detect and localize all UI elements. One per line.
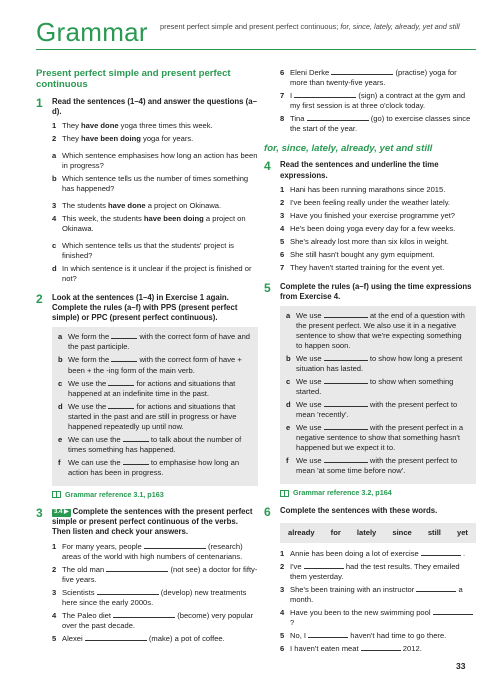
item-text bbox=[290, 114, 476, 134]
answer-blank[interactable] bbox=[97, 589, 159, 595]
item-text bbox=[290, 562, 476, 582]
text-run: Scientists bbox=[62, 587, 97, 597]
text-run: She's been training with an instructor bbox=[290, 584, 417, 594]
text-run: We use bbox=[296, 377, 324, 387]
text-run: We use the bbox=[68, 401, 109, 411]
text-run: I've bbox=[290, 561, 304, 571]
exercise-number: 3 bbox=[36, 506, 43, 521]
text-run: We use the bbox=[68, 378, 109, 388]
exercise-instruction: Read the sentences (1–4) and answer the questions (a–d). bbox=[52, 96, 257, 116]
text-run: I haven't eaten meat bbox=[290, 643, 361, 653]
item-text bbox=[68, 402, 252, 432]
rule-item bbox=[58, 402, 252, 432]
item-text bbox=[290, 644, 476, 654]
item-label: a bbox=[286, 311, 291, 321]
text-run: yoga three times this week. bbox=[118, 120, 213, 130]
exercise-item bbox=[36, 611, 258, 631]
item-label: f bbox=[286, 456, 289, 466]
text-run: We use bbox=[296, 311, 324, 321]
answer-blank[interactable] bbox=[324, 401, 368, 407]
item-label: 4 bbox=[280, 607, 285, 617]
answer-blank[interactable] bbox=[108, 403, 134, 409]
rule-item bbox=[58, 458, 252, 478]
rule-item bbox=[58, 332, 252, 352]
item-label: 8 bbox=[280, 114, 285, 124]
sentence-text: They haven't started training for the event yet. bbox=[290, 262, 445, 272]
text-run: (go) to exercise classes since the start of the year. bbox=[290, 114, 471, 134]
exercise-item bbox=[264, 549, 476, 559]
item-text bbox=[62, 588, 258, 608]
question-text: Which sentence tells us the number of times something has happened? bbox=[62, 173, 249, 193]
answer-blank[interactable] bbox=[324, 355, 368, 361]
highlighted-verb: have done bbox=[108, 200, 146, 210]
text-run: (develop) new treatments here since the early 2000s. bbox=[62, 587, 247, 607]
item-text bbox=[290, 68, 476, 88]
text-run: 2012. bbox=[400, 643, 422, 653]
text-run: For many years, people bbox=[62, 541, 144, 551]
text-run: with the correct form of have and the past participle. bbox=[68, 332, 251, 352]
answer-blank[interactable] bbox=[416, 586, 456, 592]
text-run: to talk about the number of times something has happened. bbox=[68, 434, 242, 454]
section-heading-present-perfect: Present perfect simple and present perfect continuous bbox=[36, 68, 231, 91]
item-text bbox=[62, 611, 258, 631]
book-icon bbox=[280, 490, 289, 497]
exercise-item bbox=[264, 562, 476, 582]
exercise-5-header bbox=[264, 282, 476, 302]
item-text bbox=[296, 377, 470, 397]
item-text bbox=[290, 91, 476, 111]
item-label: d bbox=[286, 400, 291, 410]
text-run: This week, the students bbox=[62, 213, 144, 223]
text-run: ? bbox=[290, 617, 295, 627]
item-text bbox=[68, 458, 252, 478]
word-box bbox=[280, 523, 476, 543]
sentence-text: She still hasn't bought any gym equipment. bbox=[290, 249, 435, 259]
exercise-item bbox=[36, 565, 258, 585]
item-label: d bbox=[58, 401, 63, 411]
item-text bbox=[296, 423, 470, 453]
item-label: a bbox=[58, 332, 63, 342]
sentence-text: He's been doing yoga every day for a few weeks. bbox=[290, 223, 456, 233]
item-label: f bbox=[58, 457, 61, 467]
exercise-item bbox=[264, 114, 476, 134]
answer-blank[interactable] bbox=[324, 312, 368, 318]
text-run: We use bbox=[296, 354, 324, 364]
text-run: Eleni Derke bbox=[290, 68, 332, 77]
item-label: 6 bbox=[280, 643, 285, 653]
question-item bbox=[36, 241, 258, 261]
sentence-text bbox=[62, 134, 258, 144]
title-divider bbox=[36, 49, 476, 50]
item-number: 6 bbox=[280, 249, 285, 259]
grammar-reference-link[interactable]: Grammar reference 3.2, p164 bbox=[264, 488, 476, 498]
exercise-instruction: Read the sentences and underline the time expressions. bbox=[280, 160, 439, 180]
exercise-number: 5 bbox=[264, 280, 271, 295]
question-text: Which sentence emphasises how long an action has been in progress? bbox=[62, 150, 258, 170]
text-run: We use bbox=[296, 456, 324, 466]
text-run: They bbox=[62, 120, 81, 130]
rule-item bbox=[286, 311, 470, 351]
item-label: 5 bbox=[280, 630, 285, 640]
answer-blank[interactable] bbox=[308, 632, 348, 638]
audio-track-badge[interactable]: 3.4 ▶ bbox=[54, 509, 69, 516]
item-number: 1 bbox=[280, 184, 285, 194]
rule-item bbox=[286, 456, 470, 476]
text-run: for actions and situations that started in the past and are still in progress or have happened repeatedly up until now. bbox=[68, 401, 237, 431]
text-run: We use bbox=[296, 423, 324, 433]
answer-blank[interactable] bbox=[111, 333, 137, 339]
sentence-text: I've been feeling really under the weather lately. bbox=[290, 197, 451, 207]
item-label: 3 bbox=[52, 587, 57, 597]
question-item bbox=[36, 151, 258, 171]
answer-blank[interactable] bbox=[304, 563, 344, 569]
sentence-text: Hani has been running marathons since 2015. bbox=[290, 184, 446, 194]
example-sentence bbox=[36, 201, 258, 211]
left-column bbox=[36, 68, 258, 647]
exercise-item bbox=[264, 585, 476, 605]
item-label: 5 bbox=[52, 633, 57, 643]
exercise-item bbox=[36, 542, 258, 562]
word-option: for bbox=[330, 527, 341, 537]
item-number: 2 bbox=[280, 197, 285, 207]
text-run: with the correct form of have + been + the -ing form of the main verb. bbox=[68, 355, 242, 375]
answer-blank[interactable] bbox=[144, 543, 206, 549]
item-label: e bbox=[58, 434, 63, 444]
page-number: 33 bbox=[456, 661, 466, 671]
text-run: We can use the bbox=[68, 457, 123, 467]
answer-blank[interactable] bbox=[421, 550, 461, 556]
item-text bbox=[296, 400, 470, 420]
text-run: The Paleo diet bbox=[62, 610, 114, 620]
item-label: 1 bbox=[52, 541, 57, 551]
rule-item bbox=[58, 355, 252, 375]
example-sentence bbox=[36, 121, 258, 131]
rules-box bbox=[52, 327, 258, 485]
sentence-text: She's already lost more than six kilos in weight. bbox=[290, 236, 449, 246]
item-text bbox=[290, 608, 476, 628]
text-run: (practise) yoga for more than twenty-five years. bbox=[290, 68, 457, 88]
book-icon bbox=[52, 491, 61, 498]
answer-blank[interactable] bbox=[123, 436, 149, 442]
rule-item bbox=[286, 377, 470, 397]
item-number: 1 bbox=[52, 120, 57, 130]
item-label: 4 bbox=[52, 610, 57, 620]
exercise-item bbox=[264, 211, 476, 221]
question-text: In which sentence is it unclear if the project is finished or not? bbox=[62, 264, 252, 284]
answer-blank[interactable] bbox=[85, 635, 147, 641]
text-run: I bbox=[290, 91, 295, 101]
exercise-2-header bbox=[36, 293, 258, 323]
text-run: haven't had time to go there. bbox=[348, 630, 447, 640]
answer-blank[interactable] bbox=[433, 609, 473, 615]
item-label: 1 bbox=[280, 548, 285, 558]
item-number: 3 bbox=[52, 200, 57, 210]
text-run: a project on Okinawa. bbox=[62, 213, 246, 233]
page-header bbox=[36, 18, 476, 48]
text-run: with the present perfect in a negative sentence to show that something hasn't happened but we expect it to. bbox=[296, 423, 464, 453]
exercise-item bbox=[36, 634, 258, 644]
highlighted-verb: have been doing bbox=[143, 213, 204, 223]
exercise-1-header bbox=[36, 97, 258, 117]
item-letter: a bbox=[52, 150, 57, 160]
answer-blank[interactable] bbox=[111, 356, 137, 362]
text-run: We use bbox=[296, 400, 324, 410]
sentence-text bbox=[62, 201, 258, 211]
exercise-item bbox=[264, 68, 476, 88]
text-run: Annie has been doing a lot of exercise bbox=[290, 548, 421, 558]
exercise-number: 6 bbox=[264, 504, 271, 519]
word-option: already bbox=[288, 527, 315, 537]
item-label: 7 bbox=[280, 91, 285, 101]
text-run: (sign) a contract at the gym and my first session is at three o'clock today. bbox=[290, 91, 466, 111]
word-option: still bbox=[427, 527, 441, 537]
word-option: yet bbox=[456, 527, 468, 537]
item-letter: c bbox=[52, 241, 57, 251]
text-run: to emphasise how long an action has been in progress. bbox=[68, 457, 240, 477]
item-label: c bbox=[58, 378, 63, 388]
word-option: since bbox=[392, 527, 412, 537]
text-run: yoga for years. bbox=[140, 133, 194, 143]
item-number: 3 bbox=[280, 210, 285, 220]
text-run: Alexei bbox=[62, 633, 85, 643]
text-run: We form the bbox=[68, 332, 112, 342]
exercise-item bbox=[264, 237, 476, 247]
answer-blank[interactable] bbox=[123, 459, 149, 465]
exercise-instruction: Complete the rules (a–f) using the time expressions from Exercise 4. bbox=[280, 281, 472, 301]
rule-item bbox=[58, 435, 252, 455]
answer-blank[interactable] bbox=[324, 457, 368, 463]
text-run: No, I bbox=[290, 630, 309, 640]
exercise-item bbox=[264, 250, 476, 260]
section-heading-time-expressions: for, since, lately, already, yet and still bbox=[264, 143, 433, 155]
text-run: We can use the bbox=[68, 434, 123, 444]
item-text bbox=[296, 311, 470, 351]
answer-blank[interactable] bbox=[324, 424, 368, 430]
item-number: 4 bbox=[280, 223, 285, 233]
answer-blank[interactable] bbox=[307, 115, 369, 121]
exercise-item bbox=[264, 608, 476, 628]
item-text bbox=[62, 565, 258, 585]
answer-blank[interactable] bbox=[108, 380, 134, 386]
answer-blank[interactable] bbox=[294, 92, 356, 98]
sentence-text bbox=[62, 121, 258, 131]
text-run: The old man bbox=[62, 564, 107, 574]
item-letter: d bbox=[52, 264, 57, 274]
text-run: The students bbox=[62, 200, 109, 210]
text-run: at the end of a question with the present perfect. We also use it in a negative sentence to show that we're expecting something to happen soon. bbox=[296, 311, 465, 351]
example-sentence bbox=[36, 214, 258, 234]
exercise-item bbox=[264, 91, 476, 111]
text-run: They bbox=[62, 133, 81, 143]
exercise-instruction: Look at the sentences (1–4) in Exercise 1 again. Complete the rules (a–f) with PPS (present perfect simple) or PPC (present perfect continuous). bbox=[52, 293, 238, 323]
text-run: We form the bbox=[68, 355, 112, 365]
highlighted-verb: have been doing bbox=[81, 133, 141, 143]
exercise-instruction: Complete the sentences with these words. bbox=[280, 505, 438, 515]
item-label: b bbox=[286, 354, 291, 364]
item-label: 3 bbox=[280, 584, 285, 594]
exercise-3-header bbox=[36, 507, 258, 537]
exercise-number: 1 bbox=[36, 95, 43, 110]
item-text bbox=[290, 549, 476, 559]
item-number: 5 bbox=[280, 236, 285, 246]
text-run: had the test results. They emailed them yesterday. bbox=[290, 561, 460, 581]
text-run: . bbox=[460, 548, 466, 558]
exercise-item bbox=[264, 263, 476, 273]
text-run: (make) a pot of coffee. bbox=[146, 633, 225, 643]
item-text bbox=[62, 542, 258, 562]
item-number: 4 bbox=[52, 213, 57, 223]
item-text bbox=[296, 456, 470, 476]
rule-item bbox=[286, 400, 470, 420]
item-text bbox=[290, 631, 476, 641]
answer-blank[interactable] bbox=[113, 612, 175, 618]
item-text bbox=[68, 332, 252, 352]
item-label: c bbox=[286, 377, 291, 387]
item-text bbox=[68, 379, 252, 399]
item-text bbox=[62, 634, 258, 644]
example-sentence bbox=[36, 134, 258, 144]
page-subtitle: present perfect simple and present perfect continuous; for, since, lately, already, yet and still bbox=[160, 22, 460, 31]
answer-blank[interactable] bbox=[361, 645, 401, 651]
text-run: to show how long a present situation has lasted. bbox=[296, 354, 463, 374]
exercise-item bbox=[264, 644, 476, 654]
rule-item bbox=[286, 423, 470, 453]
exercise-item bbox=[264, 185, 476, 195]
item-text bbox=[290, 585, 476, 605]
exercise-item bbox=[36, 588, 258, 608]
sentence-text: Have you finished your exercise programme yet? bbox=[290, 210, 456, 220]
exercise-number: 4 bbox=[264, 159, 271, 174]
text-run: (research) areas of the world with high numbers of centenarians. bbox=[62, 541, 243, 561]
rule-item bbox=[58, 379, 252, 399]
exercise-6-header bbox=[264, 506, 476, 518]
question-item bbox=[36, 174, 258, 194]
question-item bbox=[36, 264, 258, 284]
exercise-item bbox=[264, 198, 476, 208]
word-option: lately bbox=[356, 527, 377, 537]
item-label: 2 bbox=[52, 564, 57, 574]
rules-box bbox=[280, 306, 476, 484]
text-run: Have you been to the new swimming pool bbox=[290, 607, 433, 617]
exercise-4-header bbox=[264, 160, 476, 180]
right-column bbox=[264, 68, 476, 657]
highlighted-verb: have done bbox=[81, 120, 119, 130]
question-text: Which sentence tells us that the students' project is finished? bbox=[62, 241, 234, 261]
item-number: 7 bbox=[280, 262, 285, 272]
item-text bbox=[68, 435, 252, 455]
item-label: b bbox=[58, 355, 63, 365]
item-letter: b bbox=[52, 173, 57, 183]
exercise-instruction: 3.4 ▶Complete the sentences with the present perfect simple or present perfect continuous of the verbs. Then listen and check your answers. bbox=[52, 507, 253, 537]
sentence-text bbox=[62, 214, 258, 234]
item-text bbox=[296, 354, 470, 374]
page-title: Grammar bbox=[36, 17, 148, 47]
answer-blank[interactable] bbox=[331, 69, 393, 75]
text-run: a month. bbox=[290, 584, 463, 604]
item-label: e bbox=[286, 423, 291, 433]
item-label: 2 bbox=[280, 561, 285, 571]
rule-item bbox=[286, 354, 470, 374]
answer-blank[interactable] bbox=[106, 566, 168, 572]
text-run: to show when something started. bbox=[296, 377, 454, 397]
item-number: 2 bbox=[52, 133, 57, 143]
text-run: (not see) a doctor for fifty-five years. bbox=[62, 564, 258, 584]
text-run: Tina bbox=[290, 114, 307, 124]
text-run: with the present perfect to mean 'recently'. bbox=[296, 400, 458, 420]
text-run: with the present perfect to mean 'at some time before now'. bbox=[296, 456, 458, 476]
item-label: 6 bbox=[280, 68, 285, 77]
exercise-number: 2 bbox=[36, 292, 43, 307]
text-run: for actions and situations that happened at an indefinite time in the past. bbox=[68, 378, 236, 398]
exercise-item bbox=[264, 631, 476, 641]
item-text bbox=[68, 355, 252, 375]
text-run: a project on Okinawa. bbox=[145, 200, 222, 210]
grammar-reference-link[interactable]: Grammar reference 3.1, p163 bbox=[36, 490, 258, 500]
answer-blank[interactable] bbox=[324, 378, 368, 384]
exercise-item bbox=[264, 224, 476, 234]
text-run: (become) very popular over the past decade. bbox=[62, 610, 254, 630]
